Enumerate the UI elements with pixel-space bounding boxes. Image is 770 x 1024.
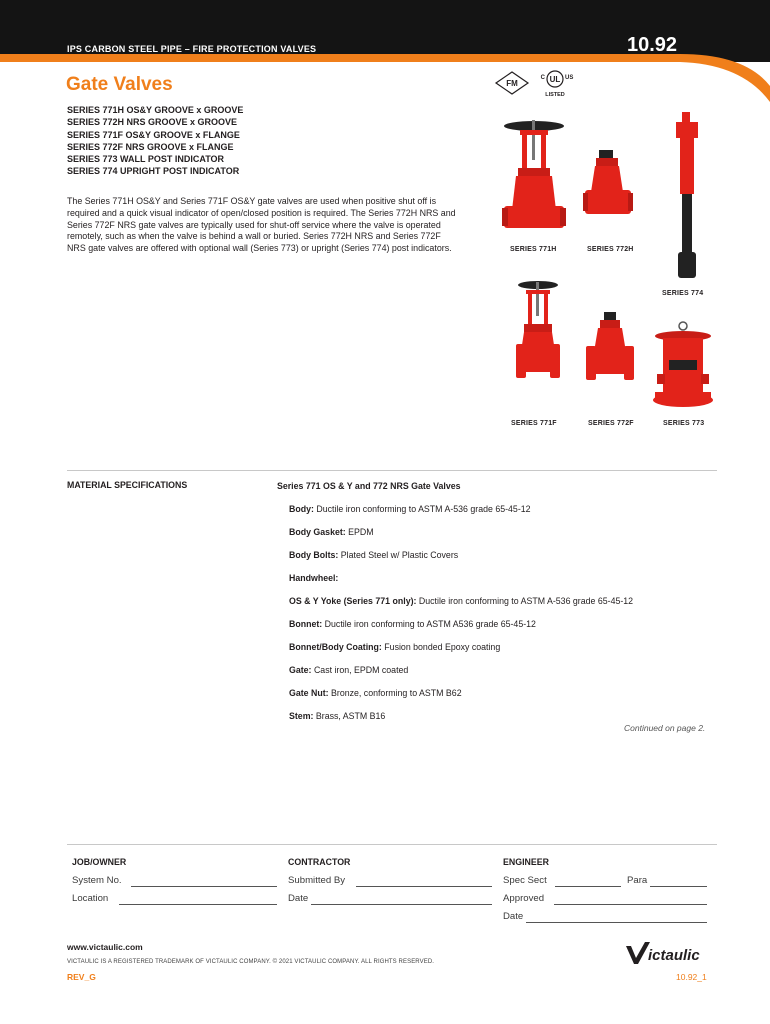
section-divider [67, 470, 717, 471]
spec-gate-nut: Gate Nut: Bronze, conforming to ASTM B62 [289, 688, 462, 698]
engineer-date-field[interactable] [526, 922, 707, 923]
spec-stem: Stem: Brass, ASTM B16 [289, 711, 386, 721]
caption-771h: SERIES 771H [510, 246, 557, 253]
location-field[interactable] [119, 904, 277, 905]
job-owner-heading: JOB/OWNER [72, 857, 127, 867]
spec-gate: Gate: Cast iron, EPDM coated [289, 665, 409, 675]
series-773-wall-indicator-image [651, 320, 715, 412]
spec-yoke: OS & Y Yoke (Series 771 only): Ductile iron conforming to ASTM A-536 grade 65-45-12 [289, 596, 634, 606]
series-item: SERIES 771F OS&Y GROOVE x FLANGE [67, 129, 240, 140]
approved-label: Approved [503, 893, 545, 904]
para-field[interactable] [650, 886, 707, 887]
location-label: Location [72, 893, 109, 904]
website-link[interactable]: www.victaulic.com [67, 942, 143, 952]
svg-text:ictaulic: ictaulic [648, 947, 700, 964]
caption-773: SERIES 773 [663, 420, 705, 427]
form-divider [67, 844, 717, 845]
svg-text:C: C [540, 75, 545, 81]
system-no-label: System No. [72, 875, 122, 886]
para-label: Para [627, 875, 648, 886]
header-category: IPS CARBON STEEL PIPE – FIRE PROTECTION VALVES [67, 44, 317, 54]
contractor-heading: CONTRACTOR [288, 857, 351, 867]
spec-body-bolts: Body Bolts: Plated Steel w/ Plastic Covers [289, 550, 459, 560]
contractor-date-field[interactable] [311, 904, 492, 905]
svg-text:FM: FM [506, 79, 518, 88]
series-item: SERIES 771H OS&Y GROOVE x GROOVE [67, 105, 244, 115]
system-no-field[interactable] [131, 886, 277, 887]
spec-body: Body: Ductile iron conforming to ASTM A-536 grade 65-45-12 [289, 504, 531, 514]
series-771f-valve-image [512, 280, 564, 380]
spec-sect-label: Spec Sect [503, 875, 547, 886]
spec-sect-field[interactable] [555, 886, 621, 887]
contractor-date-label: Date [288, 893, 309, 904]
ul-listed-icon [541, 71, 574, 98]
submitted-by-field[interactable] [356, 886, 492, 887]
victaulic-logo [624, 940, 716, 966]
engineer-heading: ENGINEER [503, 857, 549, 867]
svg-text:UL: UL [549, 75, 561, 84]
caption-772f: SERIES 772F [588, 420, 634, 427]
series-item: SERIES 772F NRS GROOVE x FLANGE [67, 141, 234, 152]
certification-marks [494, 66, 582, 100]
series-list [67, 104, 243, 178]
series-772h-valve-image [583, 148, 633, 218]
continued-note: Continued on page 2. [624, 723, 706, 733]
material-specs-subheading: Series 771 OS & Y and 772 NRS Gate Valves [277, 481, 461, 491]
header-doc-number: 10.92 [627, 34, 678, 56]
page-title: Gate Valves [66, 74, 173, 95]
series-774-post-indicator-image [668, 112, 708, 280]
material-specs-heading: MATERIAL SPECIFICATIONS [67, 480, 188, 490]
spec-handwheel: Handwheel: [289, 573, 339, 583]
svg-text:US: US [565, 75, 574, 81]
series-772f-valve-image [584, 312, 636, 382]
fm-approved-icon [496, 72, 528, 94]
spec-bonnet-coating: Bonnet/Body Coating: Fusion bonded Epoxy coating [289, 642, 501, 652]
series-item: SERIES 773 WALL POST INDICATOR [67, 154, 225, 165]
caption-774: SERIES 774 [662, 290, 704, 297]
series-771h-valve-image [500, 118, 568, 236]
approved-field[interactable] [554, 904, 707, 905]
submitted-by-label: Submitted By [288, 875, 346, 886]
spec-body-gasket: Body Gasket: EPDM [289, 527, 374, 537]
spec-bonnet: Bonnet: Ductile iron conforming to ASTM A536 grade 65-45-12 [289, 619, 536, 629]
caption-772h: SERIES 772H [587, 246, 634, 253]
series-item: SERIES 772H NRS GROOVE x GROOVE [67, 117, 238, 128]
page-id: 10.92_1 [676, 972, 707, 982]
trademark-notice: VICTAULIC IS A REGISTERED TRADEMARK OF VICTAULIC COMPANY. © 2021 VICTAULIC COMPANY. ALL RIGHTS RESERVED. [67, 959, 435, 965]
series-item: SERIES 774 UPRIGHT POST INDICATOR [67, 166, 240, 177]
caption-771f: SERIES 771F [511, 420, 557, 427]
svg-text:LISTED: LISTED [545, 92, 565, 98]
intro-paragraph: The Series 771H OS&Y and Series 771F OS&Y gate valves are used when positive shut off is required and a quick visual indicator of open/closed position is required. The Series 772H NRS and Series 772F NRS gate valves are typically used for shut-off service where the valve is operated remotely, such as when the valve is behind a wall or buried. Series 772H NRS and Series 772F NRS gate valves are offered with optional wall (Series 773) or upright (Series 774) post indicators. [67, 196, 456, 254]
engineer-date-label: Date [503, 911, 524, 922]
revision-label: REV_G [67, 972, 96, 982]
